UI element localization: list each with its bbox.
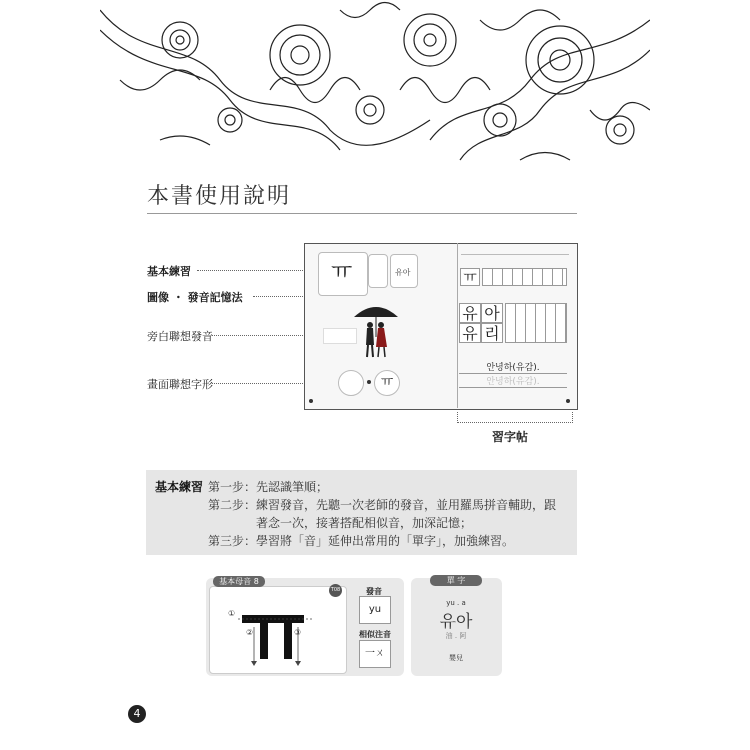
thumb-sentence-1: 안녕하(유감). xyxy=(459,360,567,374)
spread-gutter xyxy=(457,243,458,408)
thumb-word-card xyxy=(390,254,418,288)
thumb-word-cell-3: 유 xyxy=(459,323,481,343)
label-practice-sheet: 習字帖 xyxy=(492,430,529,444)
thumb-shape-image-circle xyxy=(338,370,364,396)
stroke-number-1: ① xyxy=(228,609,236,618)
umbrella-couple-illustration xyxy=(350,303,402,359)
thumb-pron-card xyxy=(368,254,388,288)
pronunciation-label: 發音 xyxy=(366,587,382,596)
track-badge: T08 xyxy=(329,584,342,597)
practice-sheet-bracket xyxy=(457,412,573,423)
thumb-word-cell-4: 리 xyxy=(481,323,503,343)
word-romanization: yu . a xyxy=(446,599,466,607)
pronunciation-value: yu xyxy=(359,596,391,624)
similar-sound-label: 相似注音 xyxy=(359,630,391,639)
title-divider xyxy=(147,213,577,214)
word-meaning: 嬰兒 xyxy=(449,654,463,662)
thumb-sentence-2: 안녕하(유감). xyxy=(459,374,567,388)
leader-basic-practice xyxy=(197,270,307,271)
label-shape-association: 畫面聯想字形 xyxy=(147,378,213,391)
thumb-word-cell-1: 유 xyxy=(459,303,481,323)
thumb-shape-jamo-circle: ㅠ xyxy=(374,370,400,396)
thumb-jamo: ㅠ xyxy=(331,260,353,285)
leader-side-pronunciation xyxy=(212,335,307,336)
leader-image-pronunciation xyxy=(253,296,307,297)
thumb-practice-jamo: ㅠ xyxy=(460,268,480,286)
instruction-step-3: 第三步：學習將「音」延伸出常用的「單字」，加強練習。 xyxy=(208,534,515,548)
page-number: 4 xyxy=(128,705,146,723)
leader-shape-association xyxy=(212,383,307,384)
thumb-practice-grid-2 xyxy=(505,303,567,343)
decorative-ornament xyxy=(100,0,650,165)
corner-dot-right xyxy=(566,399,570,403)
thumb-dot xyxy=(367,380,371,384)
corner-dot-left xyxy=(309,399,313,403)
word-zhuyin-hint: 油 . 阿 xyxy=(445,632,467,640)
label-image-pronunciation: 圖像 ・ 發音記憶法 xyxy=(147,291,243,304)
word-tab-label: 單 字 xyxy=(430,575,482,586)
thumb-narration-text xyxy=(323,328,357,344)
stroke-number-3: ③ xyxy=(294,628,302,637)
demo-tab-label: 基本母音 8 xyxy=(213,576,265,587)
thumb-section-header-1 xyxy=(461,248,569,255)
thumb-jamo-card xyxy=(318,252,368,296)
label-basic-practice: 基本練習 xyxy=(147,265,191,278)
label-side-pronunciation: 旁白聯想發音 xyxy=(147,330,213,343)
similar-sound-value: 一ㄨ xyxy=(359,640,391,668)
page-title: 本書使用說明 xyxy=(147,184,292,209)
thumb-practice-grid-1 xyxy=(482,268,567,286)
instruction-step-1: 第一步：先認識筆順； xyxy=(208,480,329,494)
word-hangul: 유아 xyxy=(439,612,473,632)
stroke-order-diagram xyxy=(228,605,318,667)
thumb-word-cell-2: 아 xyxy=(481,303,503,323)
instruction-step-2: 第二步：練習發音，先聽一次老師的發音，並用羅馬拼音輔助，跟 xyxy=(208,498,557,512)
instruction-step-2-cont: 著念一次，接著搭配相似音，加深記憶； xyxy=(256,516,473,530)
stroke-number-2: ② xyxy=(246,628,254,637)
instruction-heading: 基本練習 xyxy=(155,480,204,494)
thumb-syllable: 유아 xyxy=(395,268,411,277)
